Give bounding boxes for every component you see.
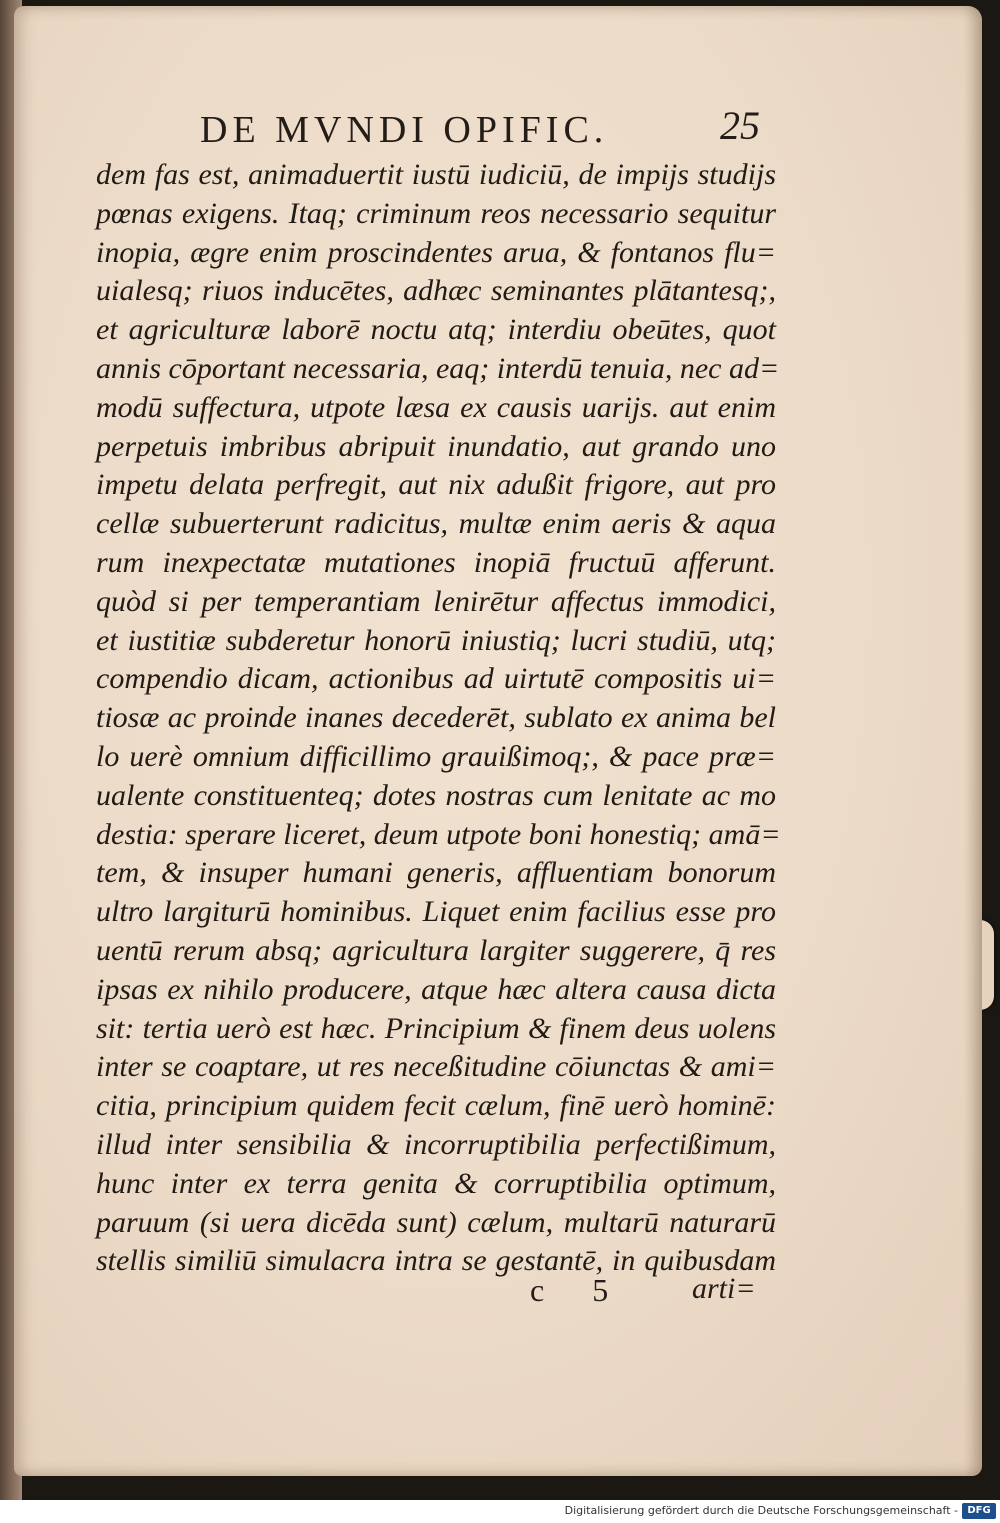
running-title: DE MVNDI OPIFIC. bbox=[200, 109, 609, 151]
signature-mark: c 5 bbox=[530, 1272, 629, 1308]
page-footer-marks bbox=[0, 1272, 1000, 1312]
page-edge-shadow bbox=[964, 6, 982, 1476]
text-line: uentū rerum absq; agricultura largiter suggerere, q̄ res bbox=[96, 933, 776, 967]
text-line: destia: sperare liceret, deum utpote boni honestiq; amā= bbox=[96, 817, 781, 851]
text-line: rum inexpectatæ mutationes inopiā fructuū afferunt. bbox=[96, 545, 776, 579]
funding-credit: Digitalisierung gefördert durch die Deutsche Forschungsgemeinschaft - bbox=[564, 1504, 958, 1517]
text-line: tem, & insuper humani generis, affluentiam bonorum bbox=[96, 856, 776, 890]
page-header bbox=[200, 103, 760, 154]
text-line: inter se coaptare, ut res neceßitudine cōiunctas & ami= bbox=[96, 1050, 776, 1084]
text-line: ultro largiturū hominibus. Liquet enim facilius esse pro bbox=[96, 895, 776, 929]
text-line: inopia, ægre enim proscindentes arua, & fontanos flu= bbox=[96, 235, 776, 269]
text-line: impetu delata perfregit, aut nix adußit frigore, aut pro bbox=[96, 468, 776, 502]
text-line: et iustitiæ subderetur honorū iniustiq; lucri studiū, utq; bbox=[96, 623, 776, 657]
text-line: paruum (si uera dicēda sunt) cælum, multarū naturarū bbox=[96, 1205, 776, 1239]
body-text bbox=[96, 156, 781, 1281]
text-line: quòd si per temperantiam lenirētur affectus immodici, bbox=[96, 584, 776, 618]
text-line: ipsas ex nihilo producere, atque hæc altera causa dicta bbox=[96, 972, 776, 1006]
text-line: tiosæ ac proinde inanes decederēt, sublato ex anima bel bbox=[96, 701, 776, 735]
text-line: uialesq; riuos inducētes, adhæc seminantes plātantesq;, bbox=[96, 274, 776, 308]
page-number: 25 bbox=[720, 103, 760, 148]
text-line: sit: tertia uerò est hæc. Principium & finem deus uolens bbox=[96, 1011, 776, 1045]
text-line: annis cōportant necessaria, eaq; interdū tenuia, nec ad= bbox=[96, 351, 780, 385]
text-line: compendio dicam, actionibus ad uirtutē compositis ui= bbox=[96, 662, 776, 696]
dfg-logo: DFG bbox=[962, 1503, 996, 1519]
text-line: dem fas est, animaduertit iustū iudiciū, de impijs studijs bbox=[96, 158, 776, 191]
text-line: hunc inter ex terra genita & corruptibilia optimum, bbox=[96, 1166, 776, 1200]
text-line: citia, principium quidem fecit cælum, finē uerò hominē: bbox=[96, 1089, 776, 1123]
text-line: illud inter sensibilia & incorruptibilia perfectißimum, bbox=[96, 1127, 776, 1161]
text-line: et agriculturæ laborē noctu atq; interdiu obeūtes, quot bbox=[96, 313, 776, 347]
text-line: lo uerè omnium difficillimo grauißimoq;, & pace præ= bbox=[96, 739, 776, 773]
text-line: ualente constituenteq; dotes nostras cum lenitate ac mo bbox=[96, 778, 776, 812]
text-line: pœnas exigens. Itaq; criminum reos necessario sequitur bbox=[96, 196, 776, 230]
digitization-footer bbox=[0, 1500, 1000, 1523]
catchword: arti= bbox=[692, 1272, 756, 1305]
text-line: perpetuis imbribus abripuit inundatio, aut grando uno bbox=[96, 429, 776, 463]
text-line: stellis similiū simulacra intra se gestantē, in quibusdam bbox=[96, 1244, 776, 1278]
text-line: modū suffectura, utpote læsa ex causis uarijs. aut enim bbox=[96, 390, 776, 424]
text-line: cellæ subuerterunt radicitus, multæ enim aeris & aqua bbox=[96, 507, 776, 541]
